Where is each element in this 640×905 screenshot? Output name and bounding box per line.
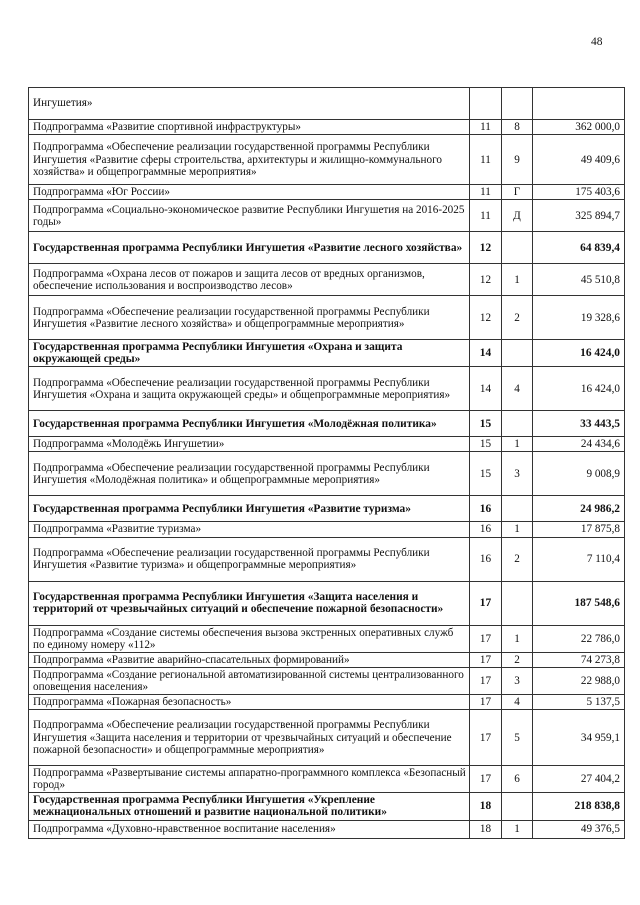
row-name-cell: Подпрограмма «Социально-экономическое развитие Республики Ингушетия на 2016-2025 годы» <box>29 200 470 232</box>
row-name-cell: Подпрограмма «Обеспечение реализации государственной программы Республики Ингушетия «Развитие туризма» и общепрограммные мероприятия» <box>29 537 470 581</box>
row-amount-cell: 7 110,4 <box>533 537 625 581</box>
subprogram-row <box>29 296 625 340</box>
row-subcode-cell: Д <box>502 200 533 232</box>
row-amount-cell: 218 838,8 <box>533 793 625 820</box>
row-amount-cell <box>533 88 625 120</box>
row-code-cell: 17 <box>470 581 502 625</box>
row-subcode-cell: 1 <box>502 437 533 452</box>
program-row <box>29 496 625 522</box>
subprogram-row <box>29 264 625 296</box>
subprogram-row <box>29 200 625 232</box>
row-amount-cell: 45 510,8 <box>533 264 625 296</box>
program-row <box>29 340 625 367</box>
row-amount-cell: 22 786,0 <box>533 625 625 652</box>
subprogram-row <box>29 625 625 652</box>
row-name-cell: Государственная программа Республики Ингушетия «Защита населения и территорий от чрезвычайных ситуаций и обеспечение пожарной безопасности» <box>29 581 470 625</box>
row-amount-cell: 175 403,6 <box>533 185 625 200</box>
row-name-cell: Подпрограмма «Обеспечение реализации государственной программы Республики Ингушетия «Защита населения и территории от чрезвычайных ситуаций и обеспечение пожарной безопасности» и общепрограммные мероприятия» <box>29 710 470 766</box>
row-subcode-cell: 1 <box>502 264 533 296</box>
row-code-cell: 16 <box>470 537 502 581</box>
row-code-cell: 17 <box>470 695 502 710</box>
row-subcode-cell: 3 <box>502 452 533 496</box>
subprogram-row <box>29 695 625 710</box>
row-code-cell: 15 <box>470 411 502 437</box>
row-name-cell: Подпрограмма «Создание системы обеспечения вызова экстренных оперативных служб по единому номеру «112» <box>29 625 470 652</box>
row-code-cell: 17 <box>470 710 502 766</box>
page-number: 48 <box>591 36 603 48</box>
row-amount-cell: 27 404,2 <box>533 766 625 793</box>
row-subcode-cell <box>502 496 533 522</box>
row-name-cell: Подпрограмма «Развертывание системы аппаратно-программного комплекса «Безопасный город» <box>29 766 470 793</box>
row-subcode-cell: 4 <box>502 367 533 411</box>
subprogram-row <box>29 88 625 120</box>
row-amount-cell: 33 443,5 <box>533 411 625 437</box>
program-row <box>29 793 625 820</box>
row-code-cell: 12 <box>470 232 502 264</box>
row-name-cell: Подпрограмма «Обеспечение реализации государственной программы Республики Ингушетия «Охрана и защита окружающей среды» и общепрограммные мероприятия» <box>29 367 470 411</box>
row-code-cell: 17 <box>470 667 502 694</box>
row-code-cell: 15 <box>470 437 502 452</box>
budget-table <box>28 87 625 839</box>
row-amount-cell: 325 894,7 <box>533 200 625 232</box>
subprogram-row <box>29 452 625 496</box>
row-subcode-cell: 1 <box>502 625 533 652</box>
row-code-cell: 17 <box>470 766 502 793</box>
row-amount-cell: 362 000,0 <box>533 120 625 135</box>
budget-table-body <box>29 88 625 839</box>
row-name-cell: Подпрограмма «Развитие спортивной инфраструктуры» <box>29 120 470 135</box>
row-code-cell: 16 <box>470 522 502 537</box>
row-subcode-cell: 5 <box>502 710 533 766</box>
row-name-cell: Государственная программа Республики Ингушетия «Молодёжная политика» <box>29 411 470 437</box>
row-code-cell: 18 <box>470 793 502 820</box>
row-code-cell: 18 <box>470 820 502 838</box>
row-amount-cell: 64 839,4 <box>533 232 625 264</box>
row-code-cell: 11 <box>470 185 502 200</box>
row-amount-cell: 24 986,2 <box>533 496 625 522</box>
row-name-cell: Подпрограмма «Создание региональной автоматизированной системы централизованного оповещения населения» <box>29 667 470 694</box>
row-name-cell: Подпрограмма «Развитие туризма» <box>29 522 470 537</box>
program-row <box>29 581 625 625</box>
row-code-cell: 11 <box>470 200 502 232</box>
subprogram-row <box>29 667 625 694</box>
row-subcode-cell: 9 <box>502 135 533 185</box>
row-subcode-cell: 2 <box>502 296 533 340</box>
row-amount-cell: 34 959,1 <box>533 710 625 766</box>
row-amount-cell: 5 137,5 <box>533 695 625 710</box>
row-amount-cell: 16 424,0 <box>533 340 625 367</box>
row-name-cell: Государственная программа Республики Ингушетия «Развитие туризма» <box>29 496 470 522</box>
row-name-cell: Подпрограмма «Пожарная безопасность» <box>29 695 470 710</box>
row-name-cell: Подпрограмма «Молодёжь Ингушетии» <box>29 437 470 452</box>
subprogram-row <box>29 652 625 667</box>
row-subcode-cell: 6 <box>502 766 533 793</box>
row-code-cell: 12 <box>470 296 502 340</box>
row-amount-cell: 49 409,6 <box>533 135 625 185</box>
row-amount-cell: 22 988,0 <box>533 667 625 694</box>
row-amount-cell: 17 875,8 <box>533 522 625 537</box>
row-name-cell: Подпрограмма «Развитие аварийно-спасательных формирований» <box>29 652 470 667</box>
row-subcode-cell <box>502 411 533 437</box>
subprogram-row <box>29 766 625 793</box>
row-subcode-cell: 1 <box>502 820 533 838</box>
row-name-cell: Подпрограмма «Обеспечение реализации государственной программы Республики Ингушетия «Молодёжная политика» и общепрограммные мероприятия» <box>29 452 470 496</box>
row-code-cell: 14 <box>470 340 502 367</box>
subprogram-row <box>29 710 625 766</box>
program-row <box>29 232 625 264</box>
row-code-cell: 11 <box>470 120 502 135</box>
row-code-cell: 17 <box>470 625 502 652</box>
row-code-cell: 16 <box>470 496 502 522</box>
row-subcode-cell: 8 <box>502 120 533 135</box>
row-subcode-cell <box>502 88 533 120</box>
row-amount-cell: 24 434,6 <box>533 437 625 452</box>
subprogram-row <box>29 820 625 838</box>
row-name-cell: Подпрограмма «Духовно-нравственное воспитание населения» <box>29 820 470 838</box>
row-subcode-cell: 1 <box>502 522 533 537</box>
row-name-cell: Государственная программа Республики Ингушетия «Развитие лесного хозяйства» <box>29 232 470 264</box>
row-subcode-cell <box>502 581 533 625</box>
row-name-cell: Государственная программа Республики Ингушетия «Охрана и защита окружающей среды» <box>29 340 470 367</box>
row-amount-cell: 74 273,8 <box>533 652 625 667</box>
row-subcode-cell: Г <box>502 185 533 200</box>
program-row <box>29 411 625 437</box>
row-name-cell: Подпрограмма «Обеспечение реализации государственной программы Республики Ингушетия «Развитие сферы строительства, архитектуры и жилищно-коммунального хозяйства» и общепрограммные мероприятия» <box>29 135 470 185</box>
row-code-cell: 12 <box>470 264 502 296</box>
subprogram-row <box>29 437 625 452</box>
row-name-cell: Государственная программа Республики Ингушетия «Укрепление межнациональных отношений и развитие национальной политики» <box>29 793 470 820</box>
subprogram-row <box>29 185 625 200</box>
subprogram-row <box>29 135 625 185</box>
row-subcode-cell <box>502 340 533 367</box>
row-amount-cell: 187 548,6 <box>533 581 625 625</box>
row-amount-cell: 49 376,5 <box>533 820 625 838</box>
row-code-cell: 14 <box>470 367 502 411</box>
row-amount-cell: 9 008,9 <box>533 452 625 496</box>
row-amount-cell: 16 424,0 <box>533 367 625 411</box>
row-code-cell <box>470 88 502 120</box>
row-amount-cell: 19 328,6 <box>533 296 625 340</box>
row-subcode-cell <box>502 232 533 264</box>
row-name-cell: Подпрограмма «Обеспечение реализации государственной программы Республики Ингушетия «Развитие лесного хозяйства» и общепрограммные мероприятия» <box>29 296 470 340</box>
row-name-cell: Ингушетия» <box>29 88 470 120</box>
row-subcode-cell <box>502 793 533 820</box>
row-subcode-cell: 3 <box>502 667 533 694</box>
subprogram-row <box>29 537 625 581</box>
subprogram-row <box>29 522 625 537</box>
subprogram-row <box>29 120 625 135</box>
row-code-cell: 15 <box>470 452 502 496</box>
subprogram-row <box>29 367 625 411</box>
row-code-cell: 17 <box>470 652 502 667</box>
row-name-cell: Подпрограмма «Юг России» <box>29 185 470 200</box>
row-name-cell: Подпрограмма «Охрана лесов от пожаров и защита лесов от вредных организмов, обеспечение использования и воспроизводство лесов» <box>29 264 470 296</box>
row-subcode-cell: 4 <box>502 695 533 710</box>
row-code-cell: 11 <box>470 135 502 185</box>
row-subcode-cell: 2 <box>502 652 533 667</box>
row-subcode-cell: 2 <box>502 537 533 581</box>
